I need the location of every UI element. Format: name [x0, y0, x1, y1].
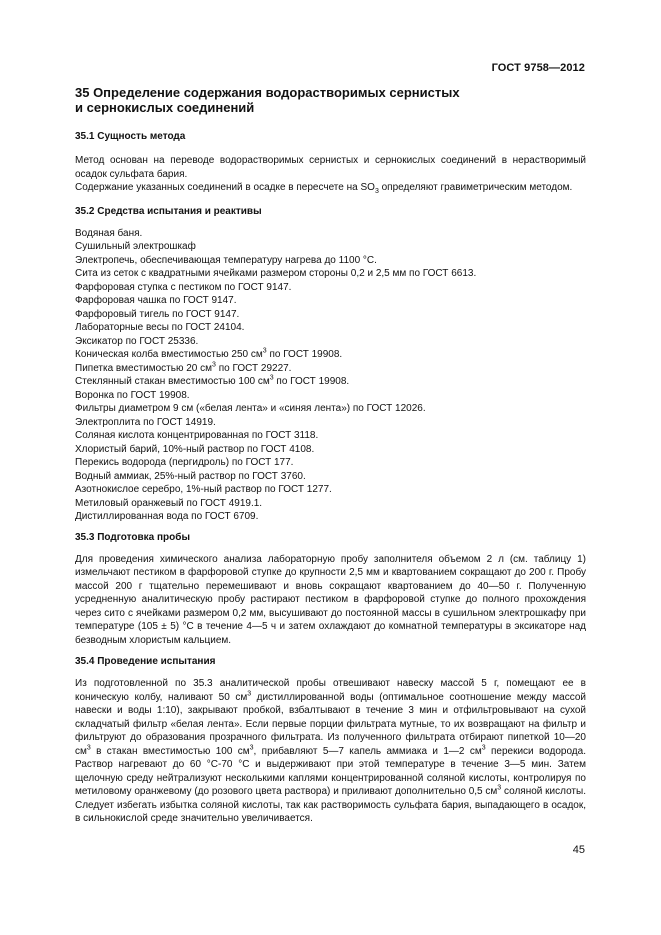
list-item: Лабораторные весы по ГОСТ 24104. — [75, 322, 245, 333]
list-item: Фарфоровый тигель по ГОСТ 9147. — [75, 308, 240, 320]
section-title-line1: 35 Определение содержания водорастворимых сернистых — [75, 85, 460, 100]
list-item: Водяная баня. — [75, 227, 143, 239]
list-item: Дистиллированная вода по ГОСТ 6709. — [75, 511, 259, 522]
list-item: Эксикатор по ГОСТ 25336. — [75, 335, 199, 347]
list-item: Фильтры диаметром 9 см («белая лента» и «синяя лента») по ГОСТ 12026. — [75, 403, 426, 414]
list-item: Сушильный электрошкаф — [75, 241, 196, 252]
list-item: Водный аммиак, 25%-ный раствор по ГОСТ 3760. — [75, 470, 306, 482]
paragraph: Из подготовленной по 35.3 аналитической пробы отвешивают навеску массой 5 г, помещают ее в коническую колбу, наливают 50 $см^3$ дистиллированной воды (оптимальное соотношение между массой навески и воды 1:10), закрывают пробкой, взбалтывают в течение 3 мин и отфильтровывают на сухой складчатый фильтр «белая лента». Если первые порции фильтрата мутные, то их возвращают на фильтр и фильтруют до образования прозрачного фильтрата. Из полученного фильтрата отбирают пипеткой 10—20 $см^3$ в стакан вместимостью 100 $см^3$, прибавляют 5—7 капель аммиака и 1—2 $см^3$ перекиси водорода. Раствор нагревают до 60 °С-70 °С и выдерживают при этой температуре в течение 3—5 мин. Затем щелочную среду нейтрализуют несколькими каплями концентрированной соляной кислоты, контролируя по метиловому оранжевому (до розового цвета раствора) и приливают дополнительно 0,5 $см^3$ соляной кислоты. Следует избегать избытка соляной кислоты, так как растворимость сульфата бария, выпадающего в осадок, в сильнокислой среде значительно увеличивается. — [75, 678, 587, 824]
subsection-title-35-3: 35.3 Подготовка пробы — [75, 531, 190, 543]
list-item: Фарфоровая ступка с пестиком по ГОСТ 9147. — [75, 281, 292, 293]
list-item: Электропечь, обеспечивающая температуру нагрева до 1100 °С. — [75, 254, 377, 266]
page-number: 45 — [572, 844, 585, 856]
list-item: Коническая колба вместимостью 250 $см^3$ по ГОСТ 19908. — [75, 347, 343, 360]
list-item: Пипетка вместимостью 20 $см^3$ по ГОСТ 29227. — [75, 361, 292, 374]
list-item: Воронка по ГОСТ 19908. — [75, 389, 190, 401]
list-item: Перекись водорода (пергидроль) по ГОСТ 177. — [75, 457, 294, 468]
subsection-title-35-2: 35.2 Средства испытания и реактивы — [75, 205, 262, 217]
paragraph: Содержание указанных соединений в осадке в пересчете на $SO_3$ определяют гравиметрическим методом. — [75, 182, 573, 195]
paragraph: Метод основан на переводе водорастворимых сернистых и сернокислых соединений в нерастворимый осадок сульфата бария. — [75, 155, 586, 180]
standard-code: ГОСТ 9758—2012 — [491, 62, 585, 74]
list-item: Фарфоровая чашка по ГОСТ 9147. — [75, 295, 237, 306]
paragraph: Для проведения химического анализа лабораторную пробу заполнителя объемом 2 л (см. таблицу 1) измельчают пестиком в фарфоровой ступке до крупности 2,5 мм и квартованием сокращают до 200 г. Пробу массой 200 г тщательно перемешивают и вновь сокращают квартованием до 40—50 г. Полученную усредненную аналитическую пробу растирают пестиком в фарфоровой ступке до полного прохождения через сито с ячейками размером 0,2 мм, высушивают до постоянной массы в сушильном электрошкафу при температуре (105 ± 5) °С в течение 4—5 ч и затем охлаждают до комнатной температуры в эксикаторе над безводным хлористым кальцием. — [75, 553, 586, 646]
section-title — [75, 85, 586, 115]
equipment-list — [75, 227, 586, 524]
list-item: Стеклянный стакан вместимостью 100 $см^3$ по ГОСТ 19908. — [75, 374, 350, 387]
list-item: Электроплита по ГОСТ 14919. — [75, 416, 216, 428]
list-item: Азотнокислое серебро, 1%-ный раствор по ГОСТ 1277. — [75, 484, 332, 495]
list-item: Метиловый оранжевый по ГОСТ 4919.1. — [75, 497, 263, 509]
section-title-line2: и сернокислых соединений — [75, 100, 255, 115]
list-item: Соляная кислота концентрированная по ГОСТ 3118. — [75, 430, 319, 441]
list-item: Хлористый барий, 10%-ный раствор по ГОСТ 4108. — [75, 443, 315, 455]
subsection-title-35-4: 35.4 Проведение испытания — [75, 656, 216, 667]
subsection-title-35-1: 35.1 Сущность метода — [75, 131, 186, 142]
list-item: Сита из сеток с квадратными ячейками размером стороны 0,2 и 2,5 мм по ГОСТ 6613. — [75, 268, 477, 279]
page-content — [75, 85, 586, 826]
